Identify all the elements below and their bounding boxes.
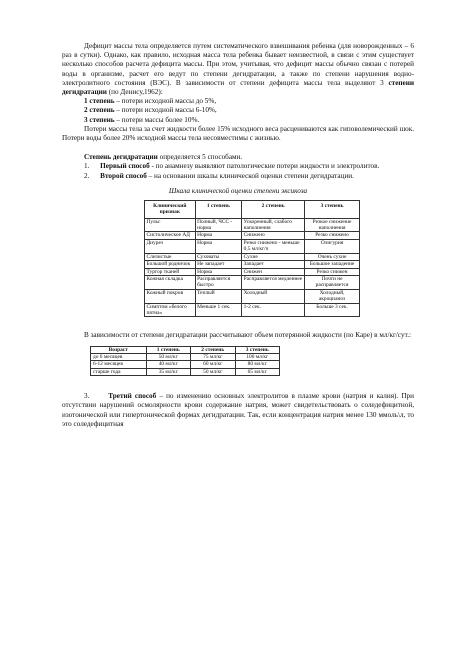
degree-1-line: 1 степень – потери исходной массы до 5%, (84, 97, 217, 106)
table-cell: Олигурия (305, 239, 360, 253)
table-caption: Шкала клинической оценки степени эксикоза (168, 186, 308, 195)
table-row (145, 239, 360, 253)
table-cell: Пульс (145, 218, 196, 232)
dehydration-degrees-term: степени дегидратации (62, 78, 414, 97)
table-cell: Резко снижено (305, 232, 360, 239)
table-cell: Сухие (242, 253, 305, 260)
shock-paragraph: Потери массы тела за счет жидкости более 15% исходного веса расцениваются как гиповолемический шок. Потери воды более 20% исходной массы тела несовместимы с жизнью. (62, 124, 414, 143)
table-cell: Снижен (242, 268, 305, 275)
table-cell: 80 мл/кг (235, 361, 280, 368)
table-cell: Норма (195, 232, 242, 239)
table-header-cell: 3 степень (235, 346, 280, 353)
table-cell: Снижено (242, 232, 305, 239)
table-header-cell: Возраст (91, 346, 147, 353)
table-cell: 1-2 сек. (242, 303, 305, 317)
table-cell: Холодный, акроцианоз (305, 289, 360, 303)
table-row (91, 361, 280, 368)
table-row (145, 218, 360, 232)
methods-heading: Степень дегидратации определяется 5 способами. (84, 153, 243, 162)
document-page (62, 42, 414, 429)
table-header-cell: 3 степень (305, 200, 360, 218)
table-cell: 6-12 месяцев (91, 361, 147, 368)
table-row (91, 368, 280, 375)
table-cell: Тургор тканей (145, 268, 196, 275)
table-cell: Ускоренный, слабого наполнения (242, 218, 305, 232)
table-header-cell: 1 степень (195, 200, 242, 218)
table-cell: 40 мл/кг (146, 361, 190, 368)
table-cell: Расправляется быстро (195, 275, 242, 289)
table-cell: Норма (195, 268, 242, 275)
table-cell: старше года (91, 368, 147, 375)
method-1-paragraph: 1. Первый способ - по анамнезу выявляют патологические потери жидкости и электролитов. (84, 162, 380, 171)
table-header-cell: 1 степень (146, 346, 190, 353)
table-cell: Большой родничок (145, 261, 196, 268)
table-cell: Резкое снижение наполнения (305, 218, 360, 232)
method-2-paragraph: 2. Второй способ – на основании шкалы клинической оценки степени дегидратации. (84, 171, 354, 180)
table-cell: Резко снижено - меньше 0,5 мл/кг/ч (242, 239, 305, 253)
table-header-row (145, 200, 360, 218)
table-cell: Не западает (195, 261, 242, 268)
care-paragraph: В зависимости от степени дегидратации рассчитывают объем потерянной жидкости (по Каре) в мл/кг/сут.: (84, 331, 411, 340)
table-cell: Диурез (145, 239, 196, 253)
table-row (145, 303, 360, 317)
table-cell: 50 мл/кг (146, 353, 190, 360)
table-cell: Норма (195, 239, 242, 253)
table-cell: 75 мл/кг (191, 353, 235, 360)
table-row (145, 268, 360, 275)
table-cell: Резко снижен (305, 268, 360, 275)
table-cell: Холодный (242, 289, 305, 303)
method-3-paragraph: 3. Третий способ – по изменению основных электролитов в плазме крови (натрия и калия). При отсутствии нарушений осмолярности крови содержание натрия, может свидетельствовать о соледефицитной, изотонической или гипертонической формах дегидратации. Так, если концентрация натрия менее 130 ммоль\л, то это соледефицитная (62, 392, 414, 428)
table-cell: Очень сухие (305, 253, 360, 260)
table-cell: Меньше 1 сек. (195, 303, 242, 317)
clinical-table-body (145, 218, 360, 317)
table-cell: Суховаты (195, 253, 242, 260)
table-cell: Больше 3 сек. (305, 303, 360, 317)
table-cell: 65 мл/кг (235, 368, 280, 375)
table-cell: 60 мл/кг (191, 361, 235, 368)
table-header-cell: Клинический признак (145, 200, 196, 218)
degree-2-line: 2 степень – потери исходной массы 6-10%, (84, 106, 217, 115)
table-cell: Слизистые (145, 253, 196, 260)
table-cell: Полный, ЧСС - норма (195, 218, 242, 232)
table-cell: Систолическое АД (145, 232, 196, 239)
table-row (145, 253, 360, 260)
table-header-cell: 2 степень (191, 346, 235, 353)
table-row (145, 261, 360, 268)
table-cell: до 6 месяцев (91, 353, 147, 360)
table-cell: Симптом «белого пятна» (145, 303, 196, 317)
table-row (145, 289, 360, 303)
table-header-cell: 2 степень (242, 200, 305, 218)
table-cell: Почти не расправляется (305, 275, 360, 289)
table-row (145, 275, 360, 289)
clinical-assessment-table (144, 200, 360, 318)
table-cell: Кожная складка (145, 275, 196, 289)
table-cell: 50 мл/кг (191, 368, 235, 375)
table-cell: Западает (242, 261, 305, 268)
table-cell: Кожный покров (145, 289, 196, 303)
table-cell: Большое западение (305, 261, 360, 268)
table-row (145, 232, 360, 239)
table-cell: Теплый (195, 289, 242, 303)
care-table-body (91, 353, 280, 375)
table-cell: 35 мл/кг (146, 368, 190, 375)
table-row (91, 353, 280, 360)
table-cell: Расправляется медленнее (242, 275, 305, 289)
intro-paragraph: Дефицит массы тела определяется путем систематического взвешивания ребенка (для новорожденных – 6 раз в сутки). Однако, как правило, исходная масса тела ребенка бывает неизвестной, в связи с этим существует несколько способов расчета дефицита массы. При этом, учитывая, что дефицит массы обычно связан с потерей воды в организме, расчет его ведут по степени дегидратации, а также по степени нарушения водно-электролитного состояния (ВЭС). В зависимости от степени дефицита массы тела выделяют 3 степени дегидратации (по Денису,1962): (62, 42, 414, 97)
degree-3-line: 3 степень – потери массы более 10%. (84, 115, 200, 124)
table-header-row (91, 346, 280, 353)
care-volume-table (90, 346, 280, 377)
table-cell: 100 мл/кг (235, 353, 280, 360)
